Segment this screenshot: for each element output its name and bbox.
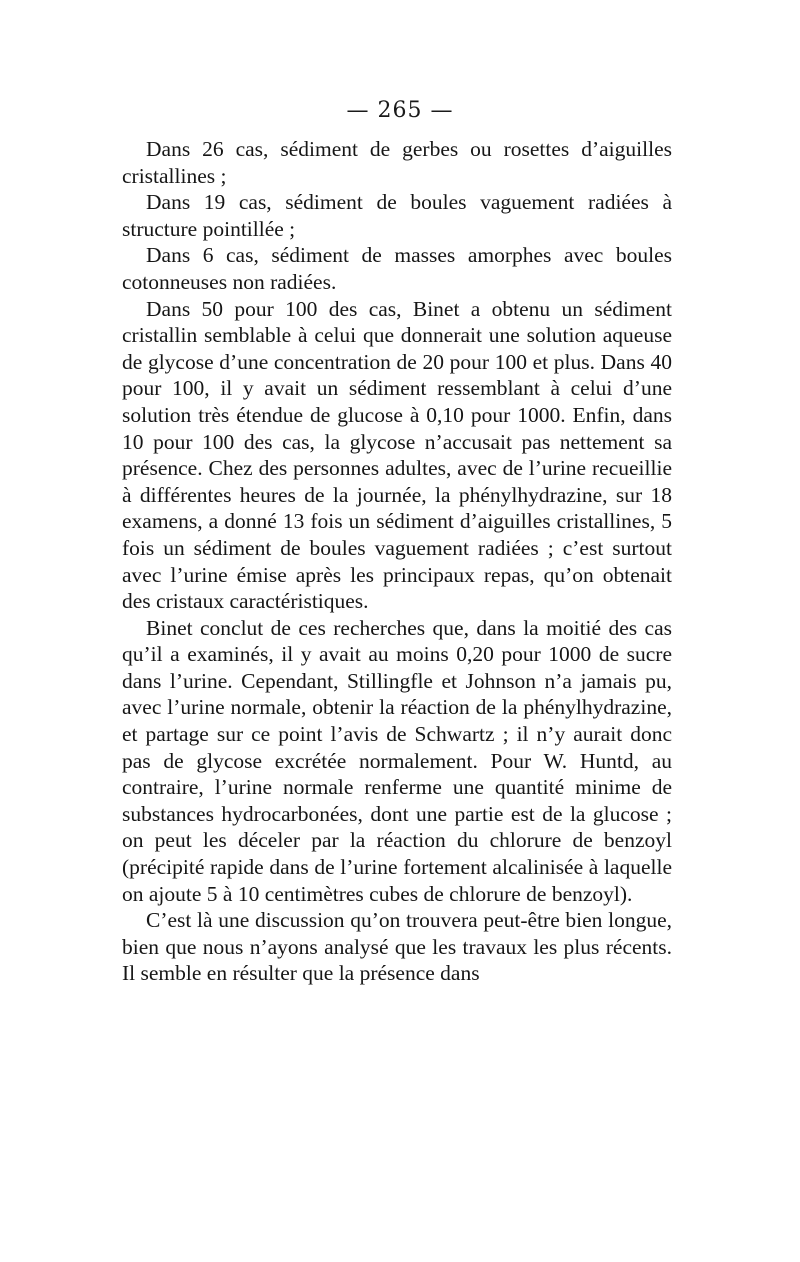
paragraph-discussion: C’est là une discussion qu’on trouvera peut-être bien longue, bien que nous n’ayons analysé que les travaux les plus récents. Il semble en résulter que la présence dans	[122, 908, 672, 986]
paragraph-sediment-6: Dans 6 cas, sédiment de masses amorphes avec boules cotonneuses non radiées.	[122, 243, 672, 294]
page-number: — 265 —	[346, 98, 454, 123]
body-text	[122, 136, 672, 987]
paragraph-sediment-19: Dans 19 cas, sédiment de boules vaguement radiées à structure pointillée ;	[122, 190, 672, 241]
paragraph-binet-results: Dans 50 pour 100 des cas, Binet a obtenu un sédiment cristallin semblable à celui que donnerait une solution aqueuse de glycose d’une concentration de 20 pour 100 et plus. Dans 40 pour 100, il y avait un sédiment ressemblant à celui d’une solution très étendue de glucose à 0,10 pour 1000. Enfin, dans 10 pour 100 des cas, la glycose n’accusait pas nettement sa présence. Chez des personnes adultes, avec de l’urine recueillie à différentes heures de la journée, la phénylhydrazine, sur 18 examens, a donné 13 fois un sédiment d’aiguilles cristallines, 5 fois un sédiment de boules vaguement radiées ; c’est surtout avec l’urine émise après les principaux repas, qu’on obtenait des cristaux caractéristiques.	[122, 296, 672, 614]
paragraph-sediment-26: Dans 26 cas, sédiment de gerbes ou rosettes d’aiguilles cristallines ;	[122, 137, 672, 188]
paragraph-binet-conclusion: Binet conclut de ces recherches que, dans la moitié des cas qu’il a examinés, il y avait au moins 0,20 pour 1000 de sucre dans l’urine. Cependant, Stillingfle et Johnson n’a jamais pu, avec l’urine normale, obtenir la réaction de la phénylhydrazine, et partage sur ce point l’avis de Schwartz ; il n’y aurait donc pas de glycose excrétée normalement. Pour W. Huntd, au contraire, l’urine normale renferme une quantité minime de substances hydrocarbonées, dont une partie est de la glucose ; on peut les déceler par la réaction du chlorure de benzoyl (précipité rapide dans de l’urine fortement alcalinisée à laquelle on ajoute 5 à 10 centimètres cubes de chlorure de benzoyl).	[122, 615, 672, 906]
